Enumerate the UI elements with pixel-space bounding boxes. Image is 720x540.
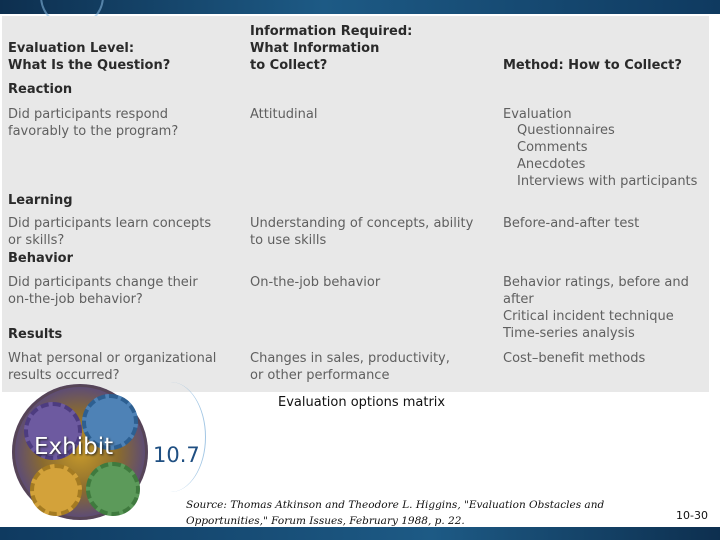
info-learning: Understanding of concepts, ability to use skills: [250, 216, 474, 248]
exhibit-number: 10.7: [153, 443, 200, 467]
section-results: Results: [8, 327, 63, 342]
section-reaction: Reaction: [8, 82, 73, 97]
matrix-caption: Evaluation options matrix: [278, 395, 446, 410]
bottom-banner: [0, 527, 720, 540]
exhibit-gear-logo: [12, 384, 148, 520]
section-behavior: Behavior: [8, 251, 74, 266]
info-behavior: On-the-job behavior: [250, 275, 381, 290]
method-behavior: Behavior ratings, before and after Critical incident technique Time-series analysis: [503, 275, 689, 341]
method-reaction-sublist: Questionnaires Comments Anecdotes Interviews with participants: [517, 123, 698, 189]
info-reaction: Attitudinal: [250, 107, 318, 122]
gear-icon: [30, 464, 82, 516]
question-behavior: Did participants change their on-the-job behavior?: [8, 275, 198, 307]
top-banner: [0, 0, 720, 14]
slide-number: 10-30: [676, 509, 708, 522]
evaluation-matrix-table: [2, 16, 709, 392]
question-reaction: Did participants respond favorably to the program?: [8, 107, 179, 139]
method-reaction: Evaluation: [503, 107, 572, 122]
question-learning: Did participants learn concepts or skills?: [8, 216, 212, 248]
header-information-required: Information Required: What Information to Collect?: [250, 24, 413, 73]
method-learning: Before-and-after test: [503, 216, 640, 231]
section-learning: Learning: [8, 193, 73, 208]
method-results: Cost–benefit methods: [503, 351, 646, 366]
info-results: Changes in sales, productivity, or other performance: [250, 351, 450, 383]
source-citation: Source: Thomas Atkinson and Theodore L. Higgins, "Evaluation Obstacles and Opportunities," Forum Issues, February 1988, p. 22.: [186, 499, 605, 527]
header-evaluation-level: Evaluation Level: What Is the Question?: [8, 41, 171, 73]
question-results: What personal or organizational results occurred?: [8, 351, 217, 383]
exhibit-label: Exhibit: [34, 434, 114, 460]
header-method: Method: How to Collect?: [503, 58, 682, 73]
gear-icon: [86, 462, 140, 516]
